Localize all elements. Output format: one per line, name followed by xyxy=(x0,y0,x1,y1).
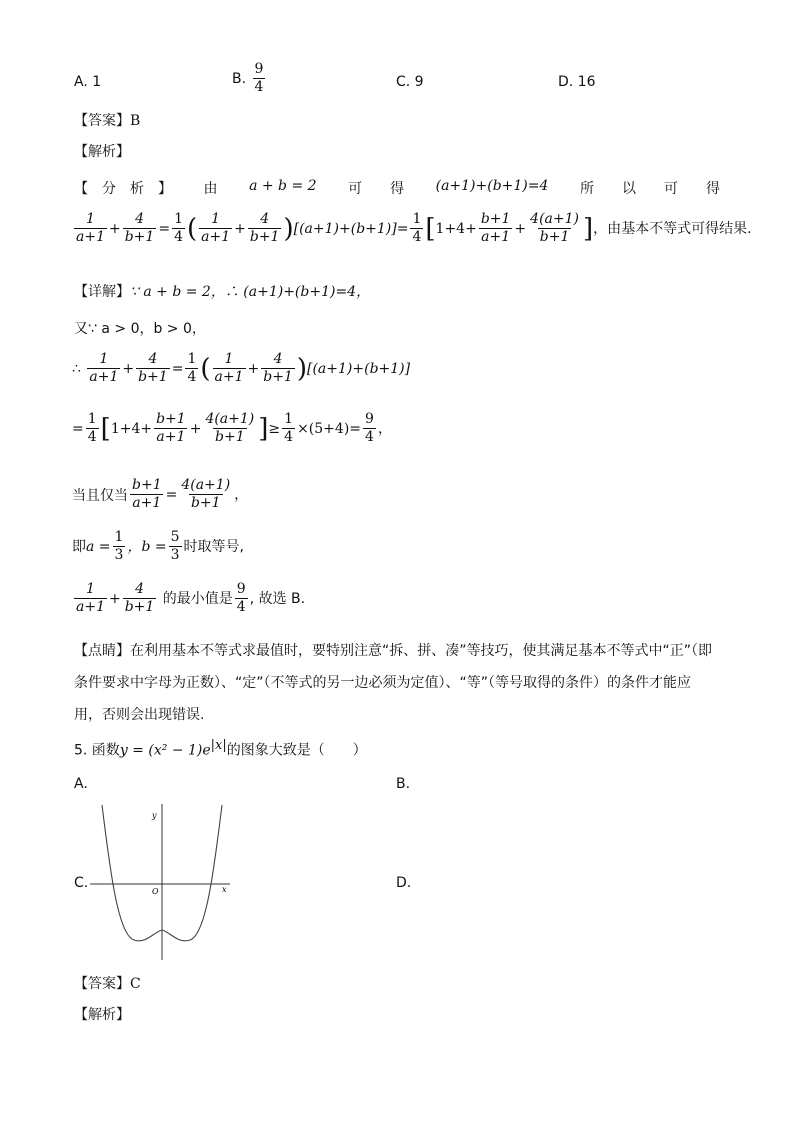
q5-exponent: |x| xyxy=(210,738,227,753)
q5-option-a: A. xyxy=(74,776,88,792)
answer-tag: 【答案】 xyxy=(74,113,130,129)
q5-stem xyxy=(74,738,367,760)
equal-cond-label: 当且仅当 xyxy=(72,487,128,504)
fenxi-sum: (a+1)+(b+1)=4 xyxy=(435,178,549,194)
y-label: y xyxy=(152,811,157,820)
q5-option-b: B. xyxy=(396,776,411,792)
detail-result: ×(5+4)= xyxy=(297,420,362,437)
a-value-lhs: a = xyxy=(86,538,111,555)
origin-label: O xyxy=(152,887,159,896)
q5-graph-c xyxy=(90,800,240,965)
fenxi-suoyi: 所 以 可 得 xyxy=(579,181,720,197)
fenxi-label: 【 分 析 】 xyxy=(74,181,172,197)
answer-q5 xyxy=(74,973,141,993)
detail-line2: 又∵ a > 0，b > 0， xyxy=(74,321,206,337)
analysis-tag: 【解析】 xyxy=(74,144,130,160)
detail-tag: 【详解】 xyxy=(74,284,130,300)
dianjing-line2: 条件要求中字母为正数）、“定”（不等式的另一边必须为定值）、“等”（等号取得的条件）的条件才能应 xyxy=(74,675,692,691)
detail-line3: ∴ $\frac{1}{a+1}$ + $\frac{4}{b+1}$ = $\frac{1}{4}$ ( $\frac{1}{a+1}$ + $\frac{4}{b+1}$ )[(a+1)+(b+1)] xyxy=(72,351,411,386)
option-d: D. 16 xyxy=(558,74,596,90)
min-text: 的最小值是 xyxy=(162,590,233,607)
answer-tag-2: 【答案】 xyxy=(74,976,130,992)
option-a: A. 1 xyxy=(74,74,102,90)
q5-tail: 的图象大致是（ ） xyxy=(226,742,367,759)
b-value-lhs: ，b = xyxy=(127,538,167,555)
x-label: x xyxy=(222,885,227,894)
ge-symbol: ≥ xyxy=(268,420,281,437)
detail-line1-text: ∵ a + b = 2，∴ (a+1)+(b+1)=4， xyxy=(130,284,371,300)
option-b-label: B. xyxy=(232,70,247,87)
detail-line4: = $\frac{1}{4}$ [1+4+ $\frac{b+1}{a+1}$ + $\frac{4(a+1)}{b+1}$ ]≥ $\frac{1}{4}$ ×(5+4)= $\frac{9}{4}$ ， xyxy=(72,411,392,446)
ji-label: 即 xyxy=(72,538,86,555)
min-tail: , 故选 B. xyxy=(249,590,306,607)
fenxi-formula: $\frac{1}{a+1}$ + $\frac{4}{b+1}$ = $\frac{1}{4}$ ( $\frac{1}{a+1}$ + $\frac{4}{b+1}$ )[(a+1)+(b+1)]= $\frac{1}{4}$ [1+4+ $\frac{b+1}{a+1}$ + $\frac{4(a+1)}{b+1}$ ]，由基本不等式可得结果. xyxy=(76,211,752,246)
fenxi-you: 由 xyxy=(203,181,218,197)
frac-den: 4 xyxy=(254,79,264,96)
option-c: C. 9 xyxy=(396,74,424,90)
equal-cond-tail: ， xyxy=(234,486,249,503)
q5-number: 5. 函数 xyxy=(74,742,120,759)
fenxi-kede: 可 得 xyxy=(348,181,405,197)
fenxi-condition: a + b = 2 xyxy=(249,178,317,194)
frac-num: 9 xyxy=(254,61,264,77)
answer-value-2: C xyxy=(130,976,141,992)
dianjing-tag: 【点睛】 xyxy=(74,643,130,659)
dianjing-text1: 在利用基本不等式求最值时，要特别注意“拆、拼、凑”等技巧，使其满足基本不等式中“正”（即 xyxy=(130,643,713,659)
detail-min: $\frac{1}{a+1}$ + $\frac{4}{b+1}$ 的最小值是 $\frac{9}{4}$ , 故选 B. xyxy=(76,581,306,616)
detail-line1 xyxy=(74,281,370,301)
dianjing-line1 xyxy=(74,640,712,660)
dianjing-line3: 用，否则会出现错误. xyxy=(74,707,205,723)
fenxi-line xyxy=(74,178,720,198)
b-value-tail: 时取等号, xyxy=(183,538,244,555)
answer-value: B xyxy=(130,113,141,129)
option-b xyxy=(232,62,267,96)
q5-formula: y = (x² − 1)e xyxy=(119,742,211,759)
detail-equal-condition: 当且仅当 $\frac{b+1}{a+1}$ = $\frac{4(a+1)}{b+1}$ ， xyxy=(72,477,249,512)
therefore-symbol: ∴ xyxy=(72,360,81,377)
q5-option-d: D. xyxy=(396,875,412,891)
detail-values: 即a = $\frac{1}{3}$ ，b = $\frac{5}{3}$ 时取等号, xyxy=(72,529,244,564)
analysis-tag-2: 【解析】 xyxy=(74,1007,130,1023)
q5-option-c: C. xyxy=(74,875,89,891)
fenxi-tail: ，由基本不等式可得结果. xyxy=(593,220,752,237)
answer-q4 xyxy=(74,110,140,130)
option-b-fraction xyxy=(253,62,266,96)
